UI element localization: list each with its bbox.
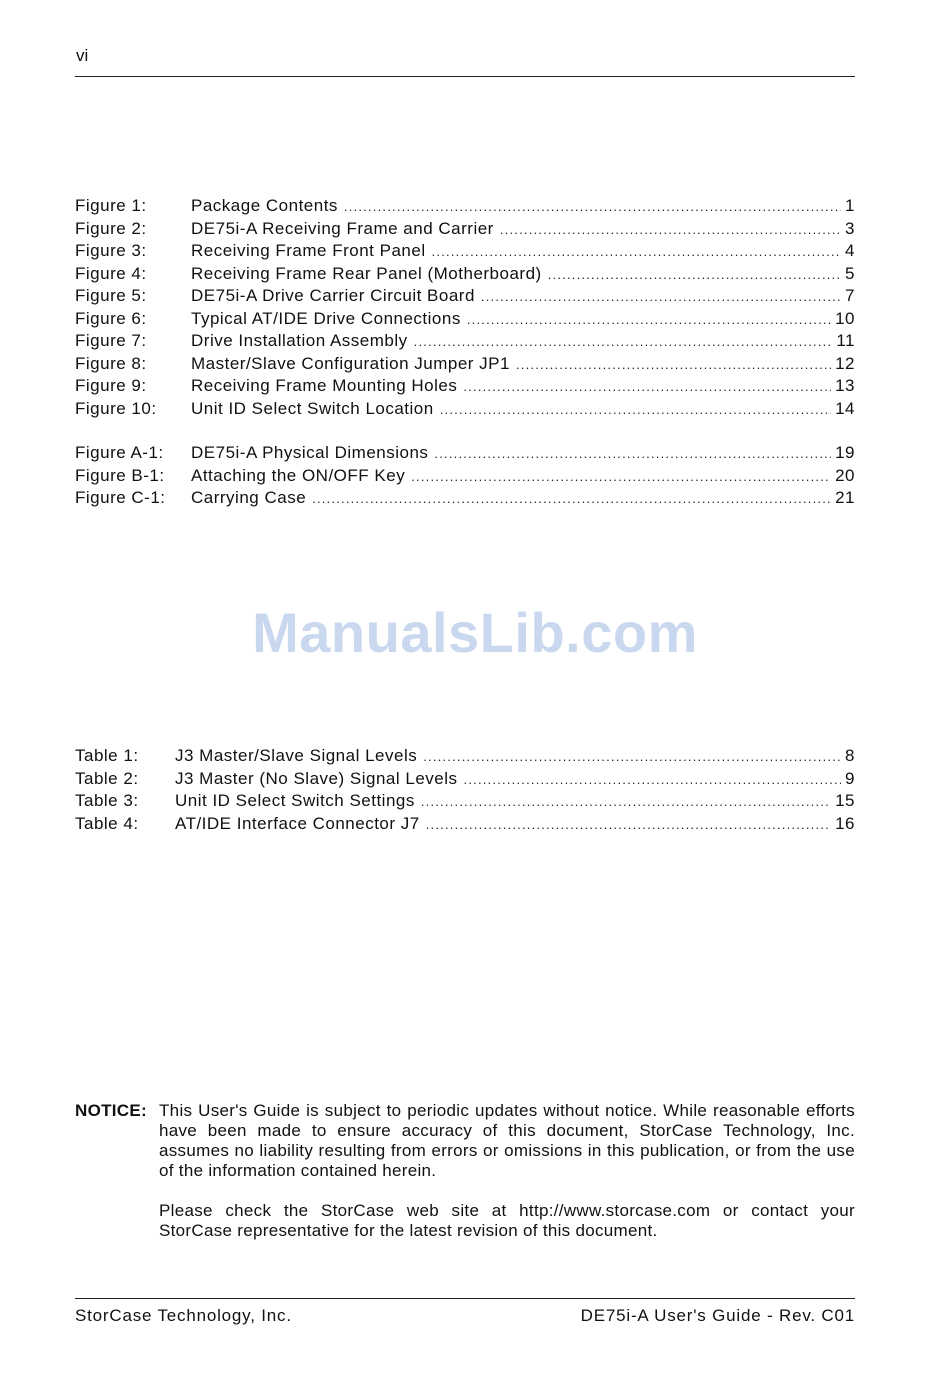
toc-entry-title: DE75i-A Drive Carrier Circuit Board [191, 286, 475, 305]
table-entry[interactable] [75, 814, 855, 837]
toc-entry-label: Figure 9: [75, 376, 147, 395]
toc-entry-title: Typical AT/IDE Drive Connections [191, 308, 461, 328]
figure-entry[interactable] [75, 376, 855, 399]
toc-entry-label: Figure B-1: [75, 465, 165, 485]
toc-entry-label: Figure A-1: [75, 443, 164, 462]
dot-leader [426, 817, 831, 832]
table-entry[interactable] [75, 791, 855, 814]
notice-paragraph-1: This User's Guide is subject to periodic updates without notice. While reasonable efforts have been made to ensure accuracy of this document, StorCase Technology, Inc. assumes no liability resulting from errors or omissions in this publication, or from the use of the information contained herein. [159, 1101, 855, 1180]
dot-leader [548, 267, 841, 282]
toc-entry-title: J3 Master/Slave Signal Levels [175, 746, 418, 765]
figure-entry[interactable] [75, 219, 855, 242]
notice-paragraph-2: Please check the StorCase web site at http://www.storcase.com or contact your StorCase representative for the latest revision of this document. [159, 1201, 855, 1240]
dot-leader [432, 244, 841, 259]
toc-entry-page: 12 [835, 353, 855, 373]
toc-entry-label: Figure 7: [75, 331, 147, 350]
toc-entry-page: 8 [845, 746, 855, 765]
toc-entry-title: Receiving Frame Mounting Holes [191, 376, 458, 395]
dot-leader [411, 469, 831, 484]
toc-entry-title: Unit ID Select Switch Location [191, 398, 434, 418]
dot-leader [421, 794, 831, 809]
toc-entry-page: 9 [845, 768, 855, 788]
dot-leader [434, 446, 831, 461]
dot-leader [440, 402, 831, 417]
toc-entry-title: Carrying Case [191, 488, 307, 507]
notice-body [159, 1101, 855, 1241]
header-rule [75, 76, 855, 77]
notice-label: NOTICE: [75, 1101, 147, 1120]
dot-leader [414, 334, 833, 349]
toc-entry-label: Figure 4: [75, 263, 147, 283]
dot-leader [463, 379, 831, 394]
table-entry[interactable] [75, 769, 855, 792]
watermark: ManualsLib.com [252, 601, 698, 664]
toc-entry-page: 21 [835, 488, 855, 507]
toc-entry-label: Figure 6: [75, 308, 147, 328]
toc-entry-label: Figure 1: [75, 196, 147, 215]
toc-entry-title: Drive Installation Assembly [191, 331, 408, 350]
toc-entry-page: 20 [835, 465, 855, 485]
toc-entry-page: 11 [836, 331, 855, 350]
toc-entry-label: Figure 10: [75, 398, 157, 418]
toc-entry-page: 10 [835, 308, 855, 328]
figure-entry[interactable] [75, 286, 855, 309]
toc-entry-page: 3 [845, 218, 855, 238]
toc-entry-page: 7 [845, 286, 855, 305]
toc-entry-page: 4 [845, 241, 855, 260]
dot-leader [481, 289, 841, 304]
appendix-figure-entry[interactable] [75, 466, 855, 489]
figure-entry[interactable] [75, 196, 855, 219]
toc-entry-title: Receiving Frame Rear Panel (Motherboard) [191, 263, 542, 283]
toc-entry-title: Attaching the ON/OFF Key [191, 465, 406, 485]
footer-rule [75, 1298, 855, 1299]
figure-entry[interactable] [75, 264, 855, 287]
toc-entry-title: DE75i-A Receiving Frame and Carrier [191, 218, 494, 238]
toc-entry-title: Master/Slave Configuration Jumper JP1 [191, 353, 510, 373]
list-of-tables [75, 746, 855, 836]
toc-entry-page: 14 [835, 398, 855, 418]
toc-entry-title: Unit ID Select Switch Settings [175, 791, 415, 810]
toc-entry-page: 16 [835, 813, 855, 833]
toc-entry-label: Table 3: [75, 791, 139, 810]
toc-entry-label: Figure 5: [75, 286, 147, 305]
figure-entry[interactable] [75, 309, 855, 332]
toc-entry-label: Table 4: [75, 813, 139, 833]
figure-entry[interactable] [75, 354, 855, 377]
toc-entry-label: Table 1: [75, 746, 139, 765]
appendix-figure-entry[interactable] [75, 488, 855, 511]
footer-document-title: DE75i-A User's Guide - Rev. C01 [580, 1306, 855, 1325]
notice-block [75, 1101, 855, 1261]
toc-entry-page: 5 [845, 263, 855, 283]
toc-entry-label: Figure C-1: [75, 488, 166, 507]
toc-entry-label: Figure 2: [75, 218, 147, 238]
dot-leader [516, 357, 831, 372]
toc-entry-page: 15 [835, 791, 855, 810]
appendix-figure-entry[interactable] [75, 443, 855, 466]
dot-leader [344, 199, 841, 214]
list-of-figures [75, 196, 855, 421]
toc-entry-page: 1 [845, 196, 855, 215]
footer-company: StorCase Technology, Inc. [75, 1306, 292, 1325]
toc-entry-title: Receiving Frame Front Panel [191, 241, 426, 260]
toc-entry-page: 13 [835, 376, 855, 395]
toc-entry-label: Table 2: [75, 768, 139, 788]
figure-entry[interactable] [75, 241, 855, 264]
figure-entry[interactable] [75, 399, 855, 422]
toc-entry-page: 19 [835, 443, 855, 462]
toc-entry-label: Figure 3: [75, 241, 147, 260]
dot-leader [312, 491, 831, 506]
toc-entry-title: J3 Master (No Slave) Signal Levels [175, 768, 458, 788]
figure-entry[interactable] [75, 331, 855, 354]
dot-leader [464, 772, 842, 787]
toc-entry-title: Package Contents [191, 196, 338, 215]
toc-entry-title: AT/IDE Interface Connector J7 [175, 813, 420, 833]
page-number: vi [76, 46, 89, 65]
list-of-appendix-figures [75, 443, 855, 511]
dot-leader [500, 222, 841, 237]
toc-entry-title: DE75i-A Physical Dimensions [191, 443, 429, 462]
table-entry[interactable] [75, 746, 855, 769]
dot-leader [423, 749, 841, 764]
dot-leader [467, 312, 831, 327]
toc-entry-label: Figure 8: [75, 353, 147, 373]
